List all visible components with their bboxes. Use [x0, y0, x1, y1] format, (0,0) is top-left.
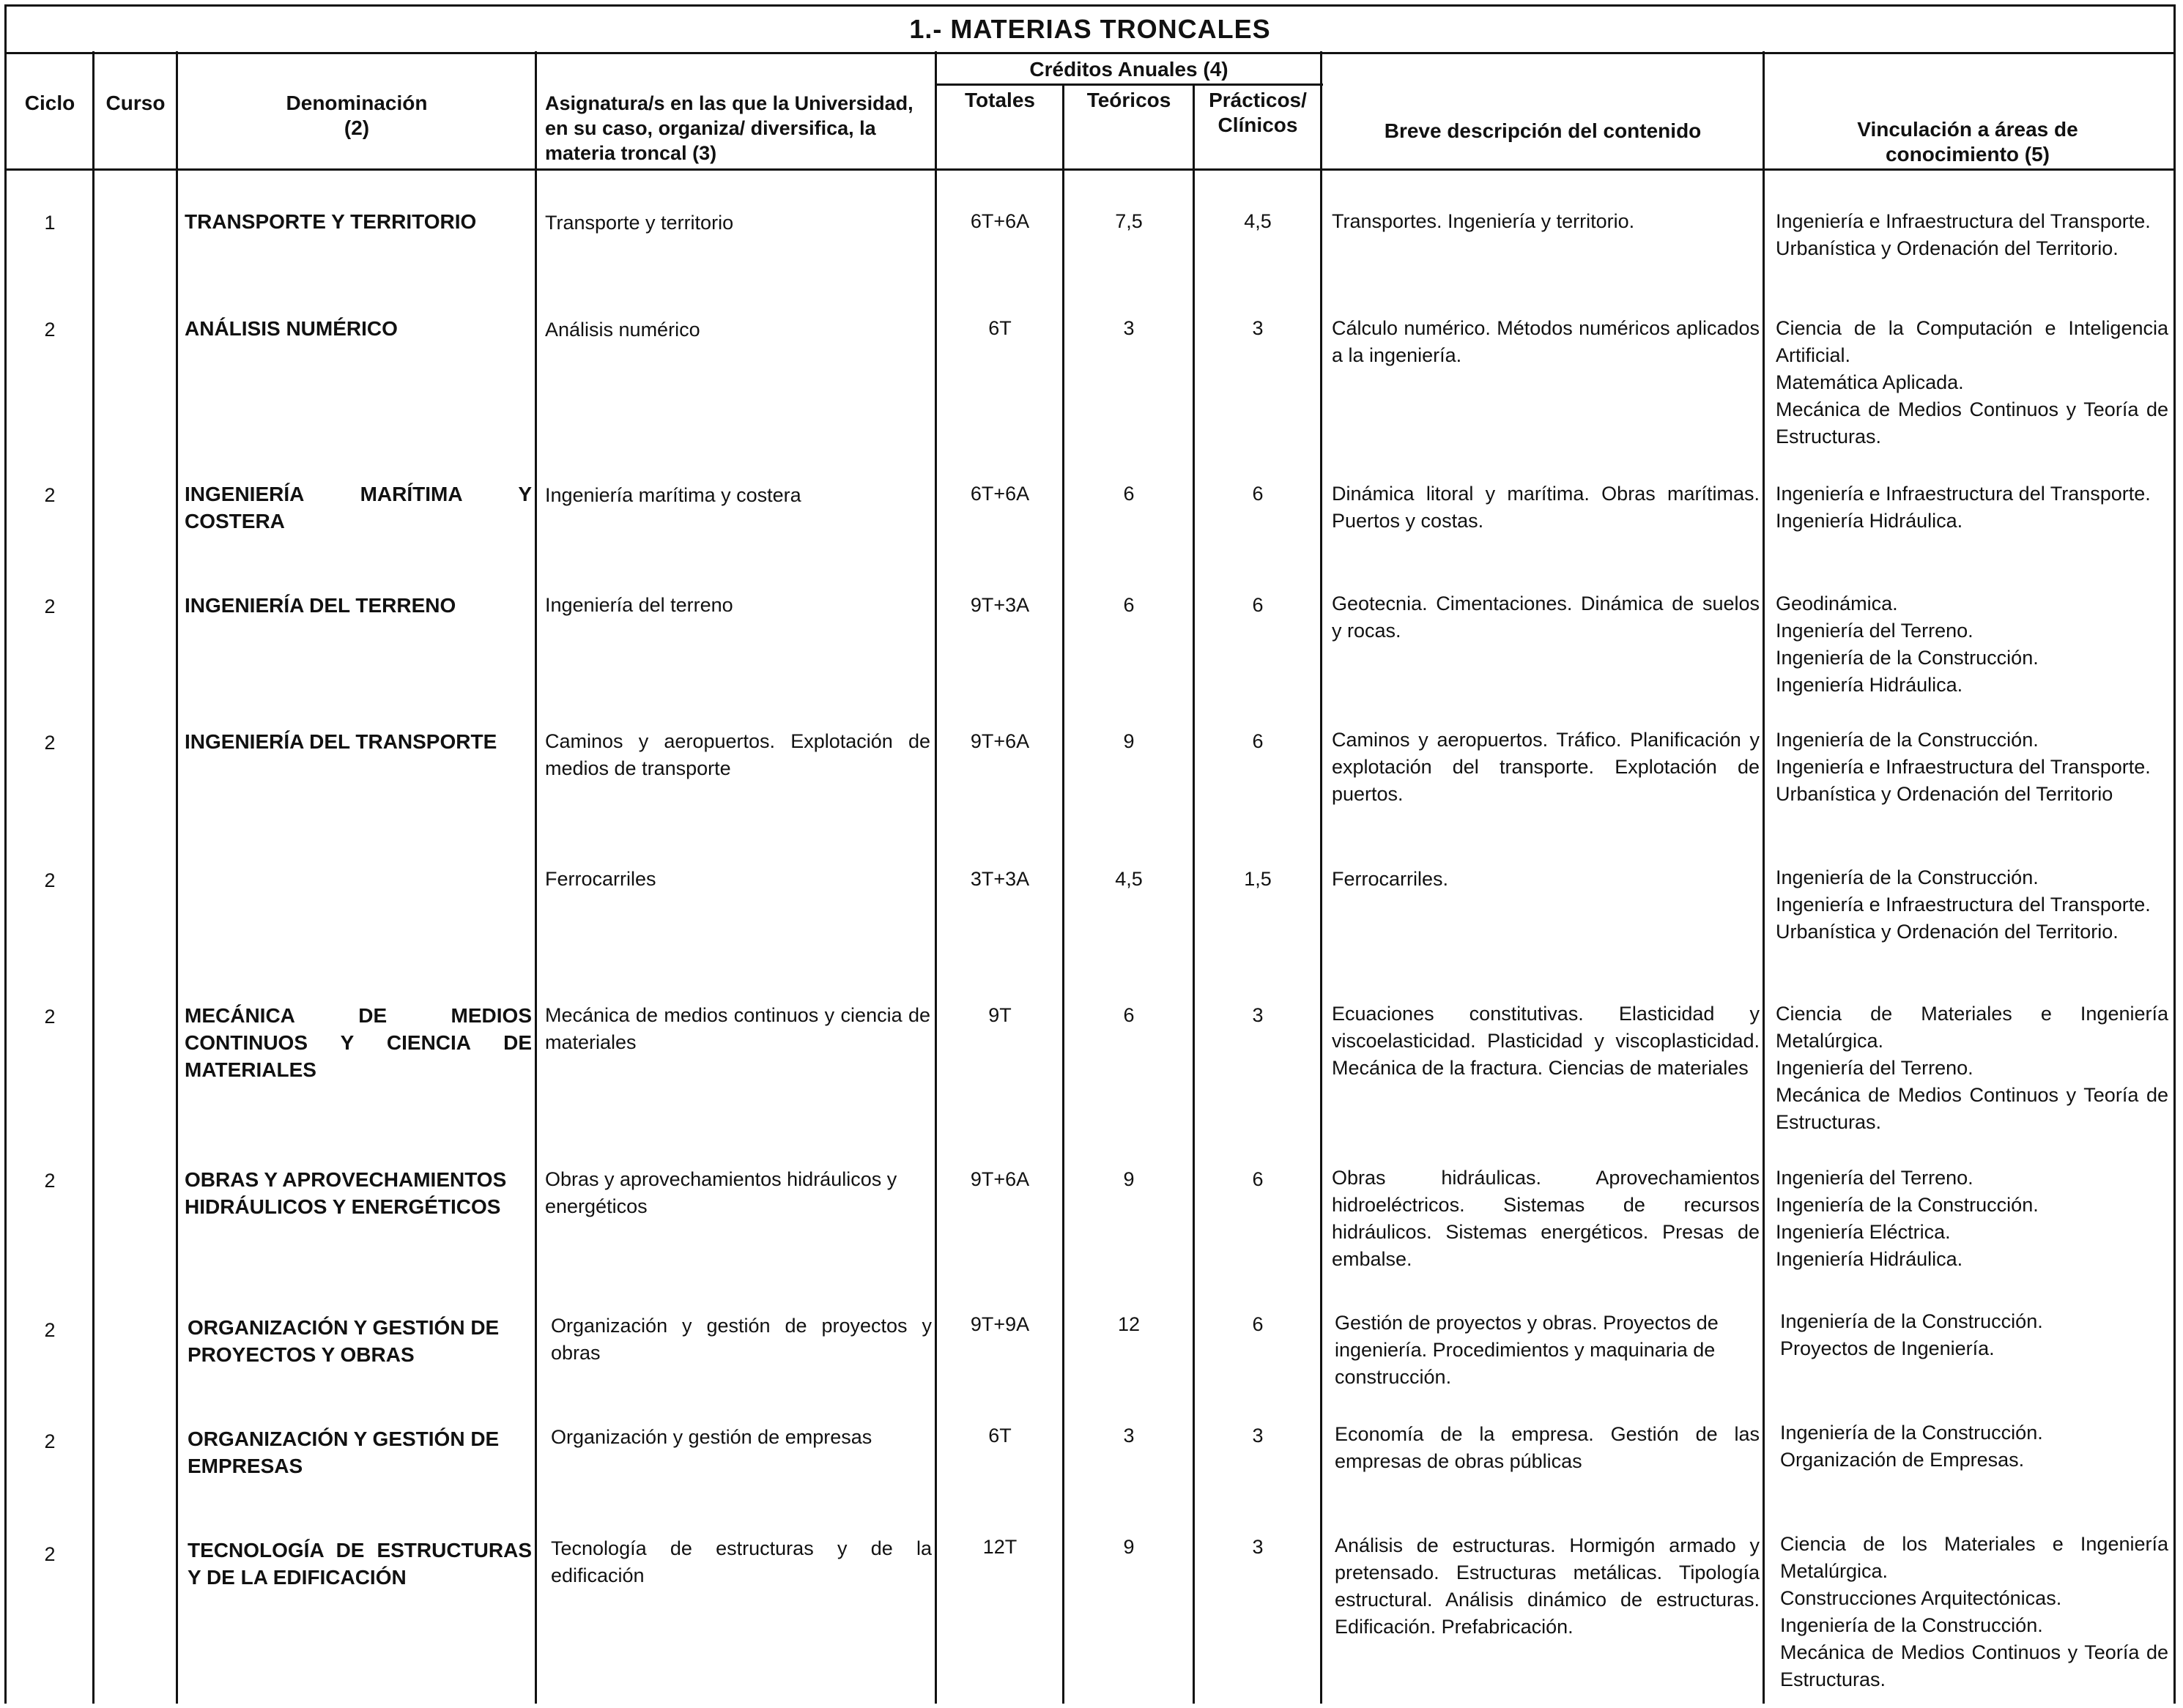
cell-vinculacion: Ciencia de la Computación e Inteligencia Artificial. Matemática Aplicada. Mecánica de Medios Continuos y Teoría de Estructuras.: [1776, 317, 2168, 448]
header-curso: Curso: [105, 92, 166, 114]
cell-denominacion: MECÁNICA DE MEDIOS CONTINUOS Y CIENCIA DE MATERIALES: [185, 1004, 532, 1081]
col-line-teoricos: [1193, 83, 1195, 1704]
document-title: 1.- MATERIAS TRONCALES: [4, 4, 2176, 54]
cell-vinculacion: Ciencia de Materiales e Ingeniería Metalúrgica. Ingeniería del Terreno. Mecánica de Medios Continuos y Teoría de Estructuras.: [1776, 1003, 2168, 1133]
cell-vinculacion: Ingeniería de la Construcción. Ingeniería e Infraestructura del Transporte. Urbanística y Ordenación del Territorio.: [1776, 866, 2151, 943]
cell-descripcion: Obras hidráulicas. Aprovechamientos hidroeléctricos. Sistemas de recursos hidráulicos. Sistemas energéticos. Presas de embalse.: [1332, 1167, 1760, 1270]
header-teoricos: Teóricos: [1086, 89, 1171, 111]
header-ciclo: Ciclo: [24, 92, 75, 114]
cell-totales: 3T+3A: [970, 868, 1030, 890]
cell-vinculacion: Ingeniería de la Construcción. Proyectos de Ingeniería.: [1780, 1310, 2043, 1359]
cell-teoricos: 3: [1123, 317, 1135, 339]
header-creditos-anuales: Créditos Anuales (4): [1029, 58, 1228, 81]
credits-group-rule: [935, 83, 1323, 86]
cell-ciclo: 2: [44, 869, 56, 891]
cell-totales: 9T+3A: [970, 594, 1030, 616]
cell-totales: 6T+6A: [970, 483, 1030, 505]
cell-asignatura: Ingeniería marítima y costera: [545, 484, 801, 506]
cell-vinculacion: Ciencia de los Materiales e Ingeniería Metalúrgica. Construcciones Arquitectónicas. Ingeniería de la Construcción. Mecánica de Medios Continuos y Teoría de Estructuras.: [1780, 1533, 2168, 1690]
cell-ciclo: 2: [44, 1170, 56, 1192]
cell-teoricos: 12: [1117, 1313, 1141, 1335]
cell-vinculacion: Ingeniería de la Construcción. Ingeniería e Infraestructura del Transporte. Urbanística y Ordenación del Territorio: [1776, 729, 2151, 805]
cell-totales: 9T+6A: [970, 1168, 1030, 1190]
cell-vinculacion: Ingeniería e Infraestructura del Transporte. Urbanística y Ordenación del Territorio.: [1776, 210, 2151, 259]
cell-totales: 6T: [988, 1425, 1012, 1447]
cell-asignatura: Ingeniería del terreno: [545, 594, 733, 616]
cell-ciclo: 1: [44, 212, 56, 234]
col-line-right: [2173, 51, 2176, 1704]
cell-teoricos: 4,5: [1115, 868, 1143, 890]
col-line-practicos: [1320, 51, 1322, 1704]
cell-practicos: 3: [1252, 1536, 1264, 1558]
document-sheet: [4, 4, 2174, 1704]
cell-vinculacion: Ingeniería de la Construcción. Organización de Empresas.: [1780, 1422, 2043, 1471]
cell-practicos: 4,5: [1244, 210, 1272, 232]
cell-denominacion: INGENIERÍA DEL TERRENO: [185, 594, 456, 617]
cell-vinculacion: Ingeniería e Infraestructura del Transporte. Ingeniería Hidráulica.: [1776, 483, 2151, 532]
cell-ciclo: 2: [44, 1319, 56, 1341]
col-line-descripcion: [1763, 51, 1765, 1704]
col-line-left: [4, 51, 7, 1704]
cell-descripcion: Gestión de proyectos y obras. Proyectos de ingeniería. Procedimientos y maquinaria de construcción.: [1335, 1312, 1719, 1388]
cell-descripcion: Dinámica litoral y marítima. Obras marítimas. Puertos y costas.: [1332, 483, 1760, 532]
cell-teoricos: 6: [1123, 1004, 1135, 1026]
header-totales: Totales: [965, 89, 1035, 111]
cell-totales: 6T+6A: [970, 210, 1030, 232]
cell-descripcion: Ecuaciones constitutivas. Elasticidad y viscoelasticidad. Plasticidad y viscoplasticidad. Mecánica de la fractura. Ciencias de materiales: [1332, 1003, 1760, 1079]
col-line-denominacion: [535, 51, 537, 1704]
cell-denominacion: ORGANIZACIÓN Y GESTIÓN DE EMPRESAS: [188, 1427, 500, 1477]
cell-denominacion: ANÁLISIS NUMÉRICO: [185, 317, 398, 340]
cell-practicos: 6: [1252, 1313, 1264, 1335]
cell-asignatura: Obras y aprovechamientos hidráulicos y energéticos: [545, 1168, 897, 1217]
cell-teoricos: 7,5: [1115, 210, 1143, 232]
cell-asignatura: Tecnología de estructuras y de la edificación: [551, 1537, 932, 1586]
cell-asignatura: Mecánica de medios continuos y ciencia de materiales: [545, 1004, 930, 1053]
header-vinculacion: Vinculación a áreas de conocimiento (5): [1857, 118, 2078, 166]
cell-vinculacion: Ingeniería del Terreno. Ingeniería de la Construcción. Ingeniería Eléctrica. Ingeniería Hidráulica.: [1776, 1167, 2039, 1270]
header-practicos: Prácticos/ Clínicos: [1209, 89, 1307, 136]
cell-descripcion: Transportes. Ingeniería y territorio.: [1332, 210, 1635, 232]
header-asignaturas: Asignatura/s en las que la Universidad, en su caso, organiza/ diversifica, la materia troncal (3): [545, 92, 913, 164]
cell-ciclo: 2: [44, 595, 56, 617]
cell-totales: 9T+6A: [970, 730, 1030, 752]
col-line-asignaturas: [935, 51, 937, 1704]
cell-ciclo: 2: [44, 1543, 56, 1565]
cell-ciclo: 2: [44, 732, 56, 754]
cell-descripcion: Análisis de estructuras. Hormigón armado y pretensado. Estructuras metálicas. Tipología estructural. Análisis dinámico de estructuras. Edificación. Prefabricación.: [1335, 1534, 1760, 1638]
cell-denominacion: INGENIERÍA MARÍTIMA Y COSTERA: [185, 483, 532, 532]
cell-asignatura: Organización y gestión de empresas: [551, 1426, 872, 1448]
cell-asignatura: Organización y gestión de proyectos y obras: [551, 1315, 932, 1364]
cell-denominacion: TRANSPORTE Y TERRITORIO: [185, 210, 477, 233]
cell-teoricos: 9: [1123, 1168, 1135, 1190]
cell-asignatura: Ferrocarriles: [545, 868, 656, 890]
header-descripcion: Breve descripción del contenido: [1384, 119, 1702, 142]
col-line-ciclo: [92, 51, 94, 1704]
cell-asignatura: Transporte y territorio: [545, 212, 734, 234]
cell-totales: 12T: [982, 1536, 1018, 1558]
cell-ciclo: 2: [44, 1006, 56, 1028]
cell-totales: 6T: [988, 317, 1012, 339]
cell-practicos: 3: [1252, 1425, 1264, 1447]
cell-descripcion: Economía de la empresa. Gestión de las empresas de obras públicas: [1335, 1423, 1760, 1472]
cell-teoricos: 9: [1123, 730, 1135, 752]
cell-ciclo: 2: [44, 1430, 56, 1452]
cell-practicos: 6: [1252, 483, 1264, 505]
cell-teoricos: 6: [1123, 594, 1135, 616]
cell-asignatura: Análisis numérico: [545, 319, 700, 341]
cell-vinculacion: Geodinámica. Ingeniería del Terreno. Ingeniería de la Construcción. Ingeniería Hidráulica.: [1776, 593, 2039, 696]
header-rule: [4, 168, 2176, 171]
cell-descripcion: Ferrocarriles.: [1332, 868, 1449, 890]
cell-denominacion: ORGANIZACIÓN Y GESTIÓN DE PROYECTOS Y OBRAS: [188, 1316, 500, 1366]
cell-denominacion: INGENIERÍA DEL TRANSPORTE: [185, 730, 497, 753]
cell-descripcion: Cálculo numérico. Métodos numéricos aplicados a la ingeniería.: [1332, 317, 1760, 366]
cell-practicos: 6: [1252, 730, 1264, 752]
cell-descripcion: Caminos y aeropuertos. Tráfico. Planificación y explotación del transporte. Explotación de puertos.: [1332, 729, 1760, 805]
header-denominacion: Denominación (2): [286, 92, 428, 139]
cell-descripcion: Geotecnia. Cimentaciones. Dinámica de suelos y rocas.: [1332, 593, 1760, 642]
cell-teoricos: 9: [1123, 1536, 1135, 1558]
cell-practicos: 1,5: [1244, 868, 1272, 890]
cell-practicos: 6: [1252, 594, 1264, 616]
cell-practicos: 6: [1252, 1168, 1264, 1190]
col-line-curso: [176, 51, 178, 1704]
cell-totales: 9T+9A: [970, 1313, 1030, 1335]
cell-teoricos: 6: [1123, 483, 1135, 505]
cell-ciclo: 2: [44, 484, 56, 506]
col-line-totales: [1062, 83, 1064, 1704]
cell-practicos: 3: [1252, 317, 1264, 339]
cell-denominacion: OBRAS Y APROVECHAMIENTOS HIDRÁULICOS Y ENERGÉTICOS: [185, 1168, 507, 1218]
cell-teoricos: 3: [1123, 1425, 1135, 1447]
cell-ciclo: 2: [44, 319, 56, 341]
cell-totales: 9T: [988, 1004, 1012, 1026]
cell-asignatura: Caminos y aeropuertos. Explotación de medios de transporte: [545, 730, 930, 779]
cell-practicos: 3: [1252, 1004, 1264, 1026]
cell-denominacion: TECNOLOGÍA DE ESTRUCTURAS Y DE LA EDIFICACIÓN: [188, 1539, 532, 1589]
